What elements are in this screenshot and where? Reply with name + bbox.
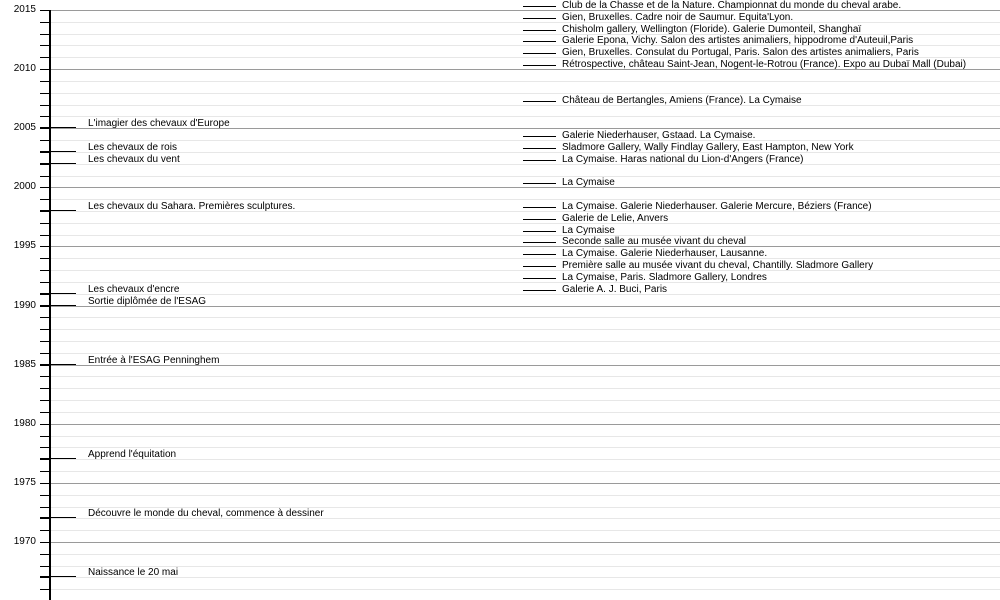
left-event-label: Entrée à l'ESAG Penninghem: [88, 354, 220, 366]
event-leader-line: [40, 293, 76, 294]
gridline-minor: [50, 400, 1000, 401]
year-label: 1990: [13, 299, 36, 311]
right-event-label: Première salle au musée vivant du cheval, Chantilly. Sladmore Gallery: [562, 260, 874, 272]
right-event-label: Château de Bertangles, Amiens (France). La Cymaise: [562, 94, 802, 106]
left-event-label: Les chevaux de rois: [88, 141, 177, 153]
event-leader-line: [523, 160, 556, 161]
event-leader-line: [40, 576, 76, 577]
event-leader-line: [523, 290, 556, 291]
right-event-label: Galerie de Lelie, Anvers: [562, 212, 669, 224]
year-label: 1970: [13, 536, 36, 547]
event-leader-line: [523, 254, 556, 255]
event-leader-line: [40, 127, 76, 128]
gridline-minor: [50, 140, 1000, 141]
gridline-minor: [50, 388, 1000, 389]
event-leader-line: [523, 231, 556, 232]
right-event-label: Gien, Bruxelles. Cadre noir de Saumur. Equita'Lyon.: [562, 11, 794, 23]
gridline-minor: [50, 223, 1000, 224]
right-event-label: Chisholm gallery, Wellington (Floride). Galerie Dumonteil, Shanghaï: [562, 23, 862, 35]
gridline-minor: [50, 376, 1000, 377]
event-leader-line: [40, 517, 76, 518]
event-leader-line: [523, 30, 556, 31]
event-leader-line: [523, 278, 556, 279]
year-label: 2000: [13, 181, 36, 193]
right-event-label: Galerie Niederhauser, Gstaad. La Cymaise.: [562, 130, 756, 142]
left-event-label: Les chevaux du Sahara. Premières sculptures.: [88, 200, 296, 212]
gridline-minor: [50, 447, 1000, 448]
gridline-minor: [50, 459, 1000, 460]
event-leader-line: [40, 305, 76, 306]
event-leader-line: [523, 266, 556, 267]
event-leader-line: [40, 163, 76, 164]
event-leader-line: [40, 210, 76, 211]
event-leader-line: [523, 101, 556, 102]
year-label: 2015: [13, 4, 36, 15]
gridline-major: [50, 246, 1000, 247]
gridline-major: [50, 424, 1000, 425]
gridline-minor: [50, 105, 1000, 106]
left-event-label: L'imagier des chevaux d'Europe: [88, 118, 230, 130]
gridline-minor: [50, 577, 1000, 578]
event-leader-line: [523, 41, 556, 42]
event-leader-line: [523, 207, 556, 208]
gridline-minor: [50, 164, 1000, 165]
left-event-label: Sortie diplômée de l'ESAG: [88, 295, 207, 307]
event-leader-line: [523, 183, 556, 184]
year-label: 2010: [13, 63, 36, 75]
right-event-label: Galerie A. J. Buci, Paris: [562, 283, 668, 295]
right-event-label: La Cymaise: [562, 224, 615, 236]
right-event-label: Galerie Epona, Vichy. Salon des artistes animaliers, hippodrome d'Auteuil,Paris: [562, 35, 914, 47]
left-event-label: Les chevaux du vent: [88, 153, 180, 165]
gridline-minor: [50, 81, 1000, 82]
left-event-label: Les chevaux d'encre: [88, 283, 180, 295]
event-leader-line: [523, 6, 556, 7]
right-event-label: La Cymaise. Haras national du Lion-d'Angers (France): [562, 153, 804, 165]
left-event-label: Apprend l'équitation: [88, 449, 177, 461]
gridline-minor: [50, 566, 1000, 567]
right-event-label: Gien, Bruxelles. Consulat du Portugal, Paris. Salon des artistes animaliers, Paris: [562, 47, 919, 59]
gridline-minor: [50, 329, 1000, 330]
gridline-major: [50, 542, 1000, 543]
event-leader-line: [40, 151, 76, 152]
gridline-major: [50, 187, 1000, 188]
gridline-minor: [50, 589, 1000, 590]
gridline-minor: [50, 436, 1000, 437]
gridline-minor: [50, 176, 1000, 177]
gridline-major: [50, 483, 1000, 484]
event-leader-line: [523, 219, 556, 220]
left-event-label: Naissance le 20 mai: [88, 567, 179, 579]
event-leader-line: [523, 53, 556, 54]
event-leader-line: [523, 65, 556, 66]
left-event-label: Découvre le monde du cheval, commence à dessiner: [88, 508, 324, 520]
event-leader-line: [523, 242, 556, 243]
gridline-minor: [50, 495, 1000, 496]
event-leader-line: [523, 136, 556, 137]
event-leader-line: [40, 364, 76, 365]
gridline-minor: [50, 530, 1000, 531]
gridline-minor: [50, 471, 1000, 472]
year-label: 2005: [13, 122, 36, 134]
event-leader-line: [40, 458, 76, 459]
gridline-minor: [50, 282, 1000, 283]
gridline-minor: [50, 341, 1000, 342]
right-event-label: Seconde salle au musée vivant du cheval: [562, 236, 747, 248]
event-leader-line: [523, 18, 556, 19]
year-label: 1995: [13, 240, 36, 252]
right-event-label: Club de la Chasse et de la Nature. Championnat du monde du cheval arabe.: [562, 0, 902, 11]
right-event-label: La Cymaise. Galerie Niederhauser, Lausanne.: [562, 248, 768, 260]
gridline-minor: [50, 93, 1000, 94]
gridline-minor: [50, 152, 1000, 153]
gridline-minor: [50, 554, 1000, 555]
year-label: 1980: [13, 417, 36, 429]
right-event-label: La Cymaise: [562, 177, 615, 189]
right-event-label: La Cymaise. Galerie Niederhauser. Galerie Mercure, Béziers (France): [562, 200, 872, 212]
year-label: 1975: [13, 476, 36, 488]
gridline-minor: [50, 235, 1000, 236]
right-event-label: Sladmore Gallery, Wally Findlay Gallery, East Hampton, New York: [562, 141, 854, 153]
gridline-minor: [50, 412, 1000, 413]
right-event-label: La Cymaise, Paris. Sladmore Gallery, Londres: [562, 271, 767, 283]
right-event-label: Rétrospective, château Saint-Jean, Nogent-le-Rotrou (France). Expo au Dubaï Mall (Dubai): [562, 59, 967, 71]
event-leader-line: [523, 148, 556, 149]
year-label: 1985: [13, 358, 36, 370]
gridline-minor: [50, 317, 1000, 318]
